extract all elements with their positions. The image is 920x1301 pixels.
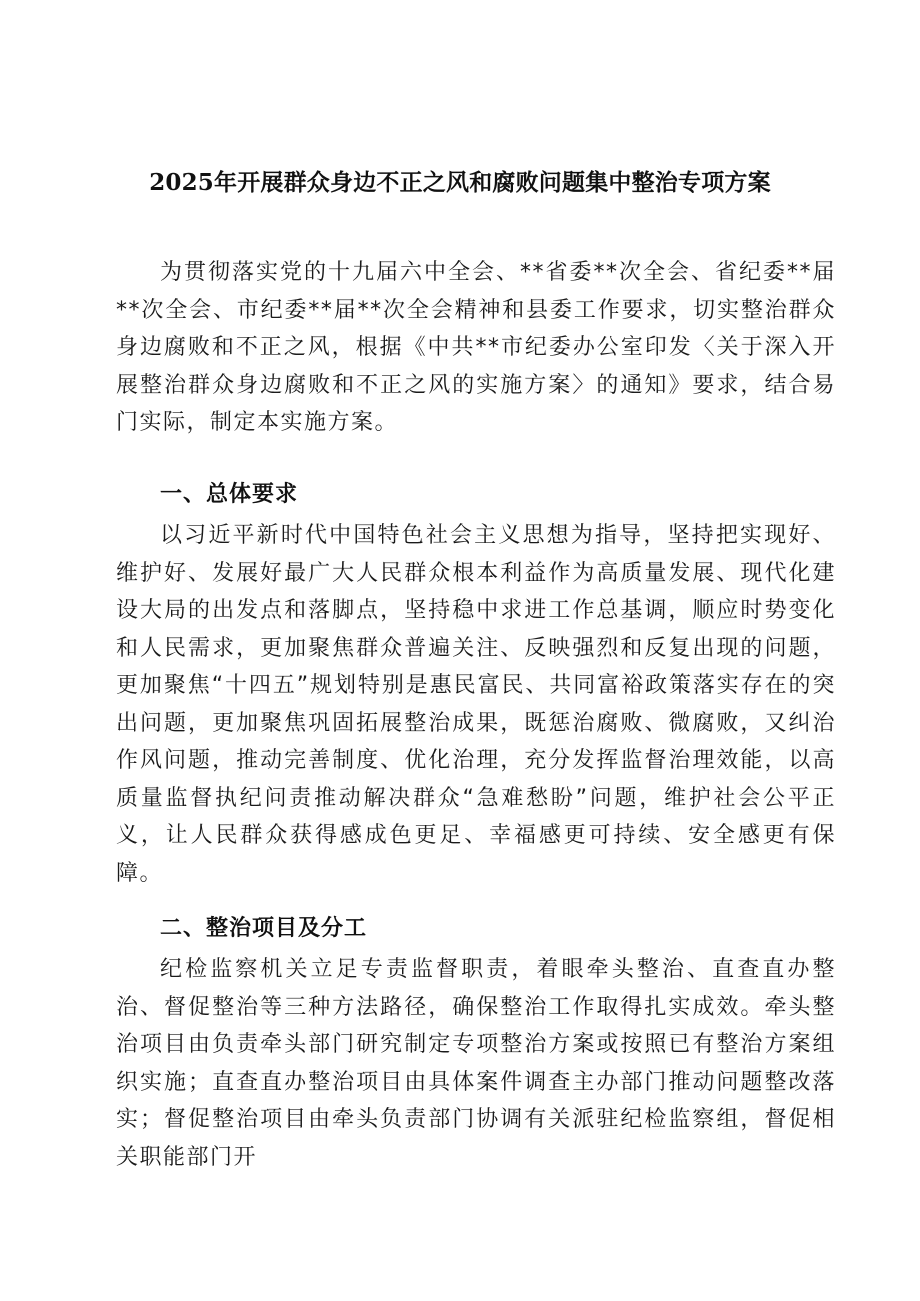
general-requirements-paragraph: 以习近平新时代中国特色社会主义思想为指导，坚持把实现好、维护好、发展好最广大人民群众根本利益作为高质量发展、现代化建设大局的出发点和落脚点，坚持稳中求进工作总基调，顺应时势变化和人民需求，更加聚焦群众普遍关注、反映强烈和反复出现的问题，更加聚焦“十四五”规划特别是惠民富民、共同富裕政策落实存在的突出问题，更加聚焦巩固拓展整治成果，既惩治腐败、微腐败，又纠治作风问题，推动完善制度、优化治理，充分发挥监督治理效能，以高质量监督执纪问责推动解决群众“急难愁盼”问题，维护社会公平正义，让人民群众获得感成色更足、幸福感更可持续、安全感更有保障。 bbox=[116, 523, 836, 886]
intro-paragraph: 为贯彻落实党的十九届六中全会、**省委**次全会、省纪委**届**次全会、市纪委**届**次全会精神和县委工作要求，切实整治群众身边腐败和不正之风，根据《中共**市纪委办公室印发〈关于深入开展整治群众身边腐败和不正之风的实施方案〉的通知》要求，结合易门实际，制定本实施方案。 bbox=[116, 260, 836, 435]
projects-division-paragraph: 纪检监察机关立足专责监督职责，着眼牵头整治、直查直办整治、督促整治等三种方法路径，确保整治工作取得扎实成效。牵头整治项目由负责牵头部门研究制定专项整治方案或按照已有整治方案组织实施；直查直办整治项目由具体案件调查主办部门推动问题整改落实；督促整治项目由牵头负责部门协调有关派驻纪检监察组，督促相关职能部门开 bbox=[116, 957, 836, 1170]
section-heading-projects-division: 二、整治项目及分工 bbox=[160, 916, 368, 941]
section-heading-general-requirements: 一、总体要求 bbox=[160, 482, 299, 507]
document-title: 2025年开展群众身边不正之风和腐败问题集中整治专项方案 bbox=[149, 169, 771, 196]
